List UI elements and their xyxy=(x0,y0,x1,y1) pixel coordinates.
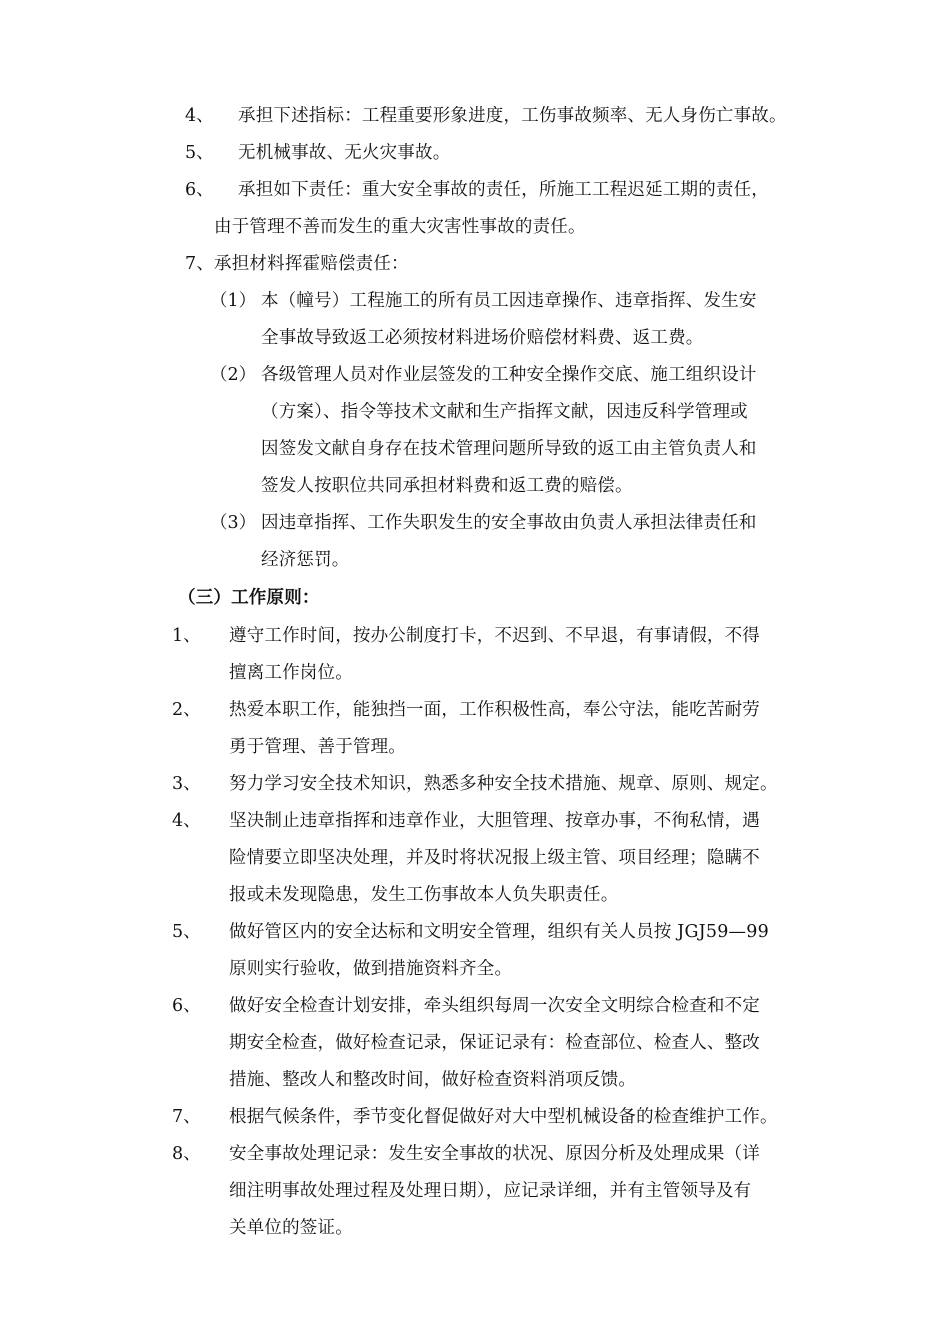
principle-8-number: 8、 xyxy=(172,1144,201,1164)
principle-6-number: 6、 xyxy=(172,996,201,1016)
section-heading: （三）工作原则： xyxy=(178,588,320,608)
item-4-number: 4、 xyxy=(185,106,214,126)
sub-3-line-2: 经济惩罚。 xyxy=(261,550,350,570)
principle-3-number: 3、 xyxy=(172,774,201,794)
sub-2-line-4: 签发人按职位共同承担材料费和返工费的赔偿。 xyxy=(261,476,633,496)
principle-4-line-1: 坚决制止违章指挥和违章作业，大胆管理、按章办事，不徇私情，遇 xyxy=(229,811,760,831)
principle-4-line-2: 险情要立即坚决处理，并及时将状况报上级主管、项目经理；隐瞒不 xyxy=(229,848,760,868)
item-6-line-2: 由于管理不善而发生的重大灾害性事故的责任。 xyxy=(214,217,586,237)
sub-1-line-2: 全事故导致返工必须按材料进场价赔偿材料费、返工费。 xyxy=(261,328,704,348)
principle-5-number: 5、 xyxy=(172,922,201,942)
item-5-text: 无机械事故、无火灾事故。 xyxy=(238,143,451,163)
principle-1-number: 1、 xyxy=(172,626,201,646)
sub-2-line-3: 因签发文献自身存在技术管理问题所导致的返工由主管负责人和 xyxy=(261,439,757,459)
principle-8-line-1: 安全事故处理记录：发生安全事故的状况、原因分析及处理成果（详 xyxy=(229,1144,760,1164)
sub-2-line-1: 各级管理人员对作业层签发的工种安全操作交底、施工组织设计 xyxy=(261,365,757,385)
principle-8-line-2: 细注明事故处理过程及处理日期），应记录详细，并有主管领导及有 xyxy=(229,1181,752,1201)
principle-6-line-1: 做好安全检查计划安排，牵头组织每周一次安全文明综合检查和不定 xyxy=(229,996,760,1016)
principle-8-line-3: 关单位的签证。 xyxy=(229,1218,353,1238)
principle-7-line-1: 根据气候条件，季节变化督促做好对大中型机械设备的检查维护工作。 xyxy=(229,1107,778,1127)
principle-2-number: 2、 xyxy=(172,700,201,720)
principle-5-line-2: 原则实行验收，做到措施资料齐全。 xyxy=(229,959,513,979)
principle-2-line-1: 热爱本职工作，能独挡一面，工作积极性高，奉公守法，能吃苦耐劳 xyxy=(229,700,760,720)
principle-1-line-2: 擅离工作岗位。 xyxy=(229,663,353,683)
principle-4-number: 4、 xyxy=(172,811,201,831)
principle-1-line-1: 遵守工作时间，按办公制度打卡，不迟到、不早退，有事请假，不得 xyxy=(229,626,760,646)
item-7-text: 7、承担材料挥霍赔偿责任： xyxy=(185,254,409,274)
sub-3-number: （3） xyxy=(210,513,257,533)
principle-5-line-1: 做好管区内的安全达标和文明安全管理，组织有关人员按 JGJ59—99 xyxy=(229,922,769,942)
item-6-line-1: 承担如下责任：重大安全事故的责任，所施工工程迟延工期的责任， xyxy=(238,180,769,200)
sub-2-line-2: （方案）、指令等技术文献和生产指挥文献，因违反科学管理或 xyxy=(261,402,748,422)
sub-1-line-1: 本（幢号）工程施工的所有员工因违章操作、违章指挥、发生安 xyxy=(261,291,757,311)
principle-2-line-2: 勇于管理、善于管理。 xyxy=(229,737,406,757)
item-5-number: 5、 xyxy=(185,143,214,163)
item-6-number: 6、 xyxy=(185,180,214,200)
sub-2-number: （2） xyxy=(210,365,257,385)
principle-7-number: 7、 xyxy=(172,1107,201,1127)
sub-3-line-1: 因违章指挥、工作失职发生的安全事故由负责人承担法律责任和 xyxy=(261,513,757,533)
item-4-text: 承担下述指标：工程重要形象进度，工伤事故频率、无人身伤亡事故。 xyxy=(238,106,787,126)
sub-1-number: （1） xyxy=(210,291,257,311)
principle-3-line-1: 努力学习安全技术知识，熟悉多种安全技术措施、规章、原则、规定。 xyxy=(229,774,778,794)
principle-4-line-3: 报或未发现隐患，发生工伤事故本人负失职责任。 xyxy=(229,885,619,905)
principle-6-line-3: 措施、整改人和整改时间，做好检查资料消项反馈。 xyxy=(229,1070,637,1090)
principle-6-line-2: 期安全检查，做好检查记录，保证记录有：检查部位、检查人、整改 xyxy=(229,1033,760,1053)
